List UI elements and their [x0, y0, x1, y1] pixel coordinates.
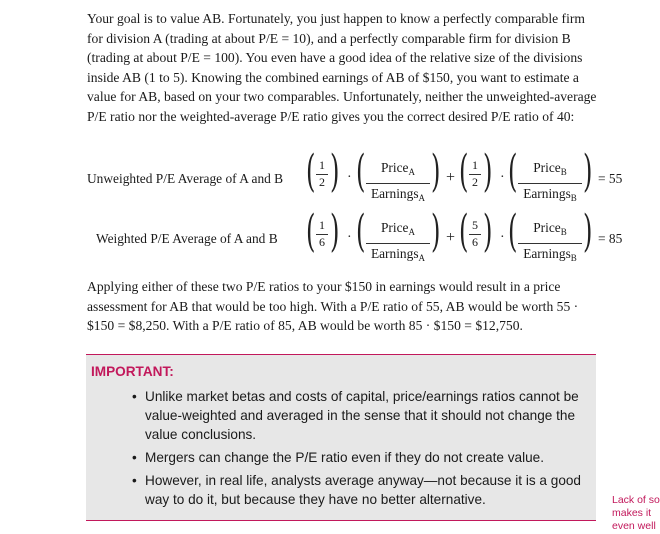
price-text: Price: [380, 220, 409, 235]
bullet-icon: •: [132, 450, 137, 465]
pe-fraction-b: [518, 220, 582, 266]
important-title: IMPORTANT:: [91, 364, 174, 379]
right-paren: ): [330, 146, 340, 197]
left-paren: (: [356, 206, 366, 257]
price-text: Price: [380, 160, 409, 175]
price-text: Price: [533, 160, 561, 175]
weight-fraction: [316, 159, 328, 189]
subscript: A: [408, 227, 415, 237]
denominator: [518, 186, 582, 206]
equation-label: Unweighted P/E Average of A and B: [87, 171, 284, 186]
intro-paragraph: Your goal is to value AB. Fortunately, you just happen to know a perfectly comparable firm for division A (trading at about P/E = 10), and a perfectly comparable firm for division B (trading at about P/E = 100). You even have a good idea of the relative size of the divisions inside AB (1 to 5). Knowing the combined earnings of AB of $150, you want to estimate a value for AB, based on your two comparables. Unfortunately, neither the unweighted-average P/E ratio nor the weighted-average P/E ratio gives you the correct desired P/E ratio of 40:: [87, 11, 597, 124]
equation-result: = 55: [598, 171, 623, 186]
price-text: Price: [533, 220, 561, 235]
bottom-divider: [86, 520, 596, 521]
bullet-icon: •: [132, 389, 137, 404]
numerator: 5: [472, 218, 478, 232]
equation-result: = 85: [598, 231, 623, 246]
numerator: [366, 160, 430, 180]
multiply-dot: ·: [500, 230, 505, 245]
list-item: [132, 471, 582, 509]
denominator: 2: [472, 175, 478, 189]
margin-note-line: even well: [612, 520, 656, 532]
left-paren: (: [306, 206, 316, 257]
left-paren: (: [508, 146, 518, 197]
list-item: [132, 387, 582, 444]
bullet-icon: •: [132, 473, 137, 488]
list-item-text: Mergers can change the P/E ratio even if they do not create value.: [145, 450, 544, 465]
subscript: A: [418, 253, 426, 263]
subscript: B: [570, 193, 577, 203]
subscript: B: [560, 227, 567, 237]
conclusion-paragraph: Applying either of these two P/E ratios to your $150 in earnings would result in a price assessment for AB that would be too high. With a P/E ratio of 55, AB would be worth 55 · $150 = $8,250. With a P/E ratio of 85, AB would be worth 85 · $150 = $12,750.: [87, 279, 579, 334]
pe-fraction-a: [366, 220, 430, 266]
left-paren: (: [356, 146, 366, 197]
right-paren: ): [583, 146, 593, 197]
right-paren: ): [431, 146, 441, 197]
subscript: A: [408, 167, 415, 177]
subscript: B: [560, 167, 567, 177]
earnings-text: Earnings: [370, 246, 419, 261]
weight-fraction: [316, 219, 328, 249]
denominator: 6: [472, 235, 478, 249]
subscript: B: [570, 253, 577, 263]
plus-sign: +: [446, 169, 456, 186]
important-list: [132, 387, 582, 513]
numerator: [366, 220, 430, 240]
right-paren: ): [483, 146, 493, 197]
denominator: [366, 186, 430, 206]
pe-fraction-a: [366, 160, 430, 206]
weight-fraction: [469, 219, 481, 249]
weight-fraction: [469, 159, 481, 189]
numerator: 1: [472, 158, 478, 172]
list-item-text: Unlike market betas and costs of capital, price/earnings ratios cannot be value-weighted and averaged in the sense that it should not change the value conclusions.: [145, 389, 579, 442]
denominator: [366, 246, 430, 266]
list-item-text: However, in real life, analysts average anyway—not because it is a good way to do it, but because they have no better alternative.: [145, 473, 581, 507]
subscript: A: [418, 193, 426, 203]
equation-label: Weighted P/E Average of A and B: [96, 231, 278, 246]
denominator: 2: [319, 175, 325, 189]
right-paren: ): [330, 206, 340, 257]
left-paren: (: [508, 206, 518, 257]
earnings-text: Earnings: [523, 246, 571, 261]
numerator: [518, 220, 582, 240]
right-paren: ): [583, 206, 593, 257]
left-paren: (: [459, 146, 469, 197]
earnings-text: Earnings: [523, 186, 571, 201]
margin-note-line: Lack of so: [612, 494, 660, 506]
right-paren: ): [431, 206, 441, 257]
multiply-dot: ·: [347, 230, 352, 245]
plus-sign: +: [446, 229, 456, 246]
multiply-dot: ·: [347, 170, 352, 185]
left-paren: (: [459, 206, 469, 257]
multiply-dot: ·: [500, 170, 505, 185]
margin-note-line: makes it: [612, 507, 652, 519]
pe-fraction-b: [518, 160, 582, 206]
margin-note: [612, 494, 660, 534]
list-item: [132, 448, 582, 467]
right-paren: ): [483, 206, 493, 257]
denominator: 6: [319, 235, 325, 249]
left-paren: (: [306, 146, 316, 197]
earnings-text: Earnings: [370, 186, 419, 201]
numerator: 1: [319, 158, 325, 172]
numerator: 1: [319, 218, 325, 232]
denominator: [518, 246, 582, 266]
numerator: [518, 160, 582, 180]
important-callout: [86, 354, 596, 521]
